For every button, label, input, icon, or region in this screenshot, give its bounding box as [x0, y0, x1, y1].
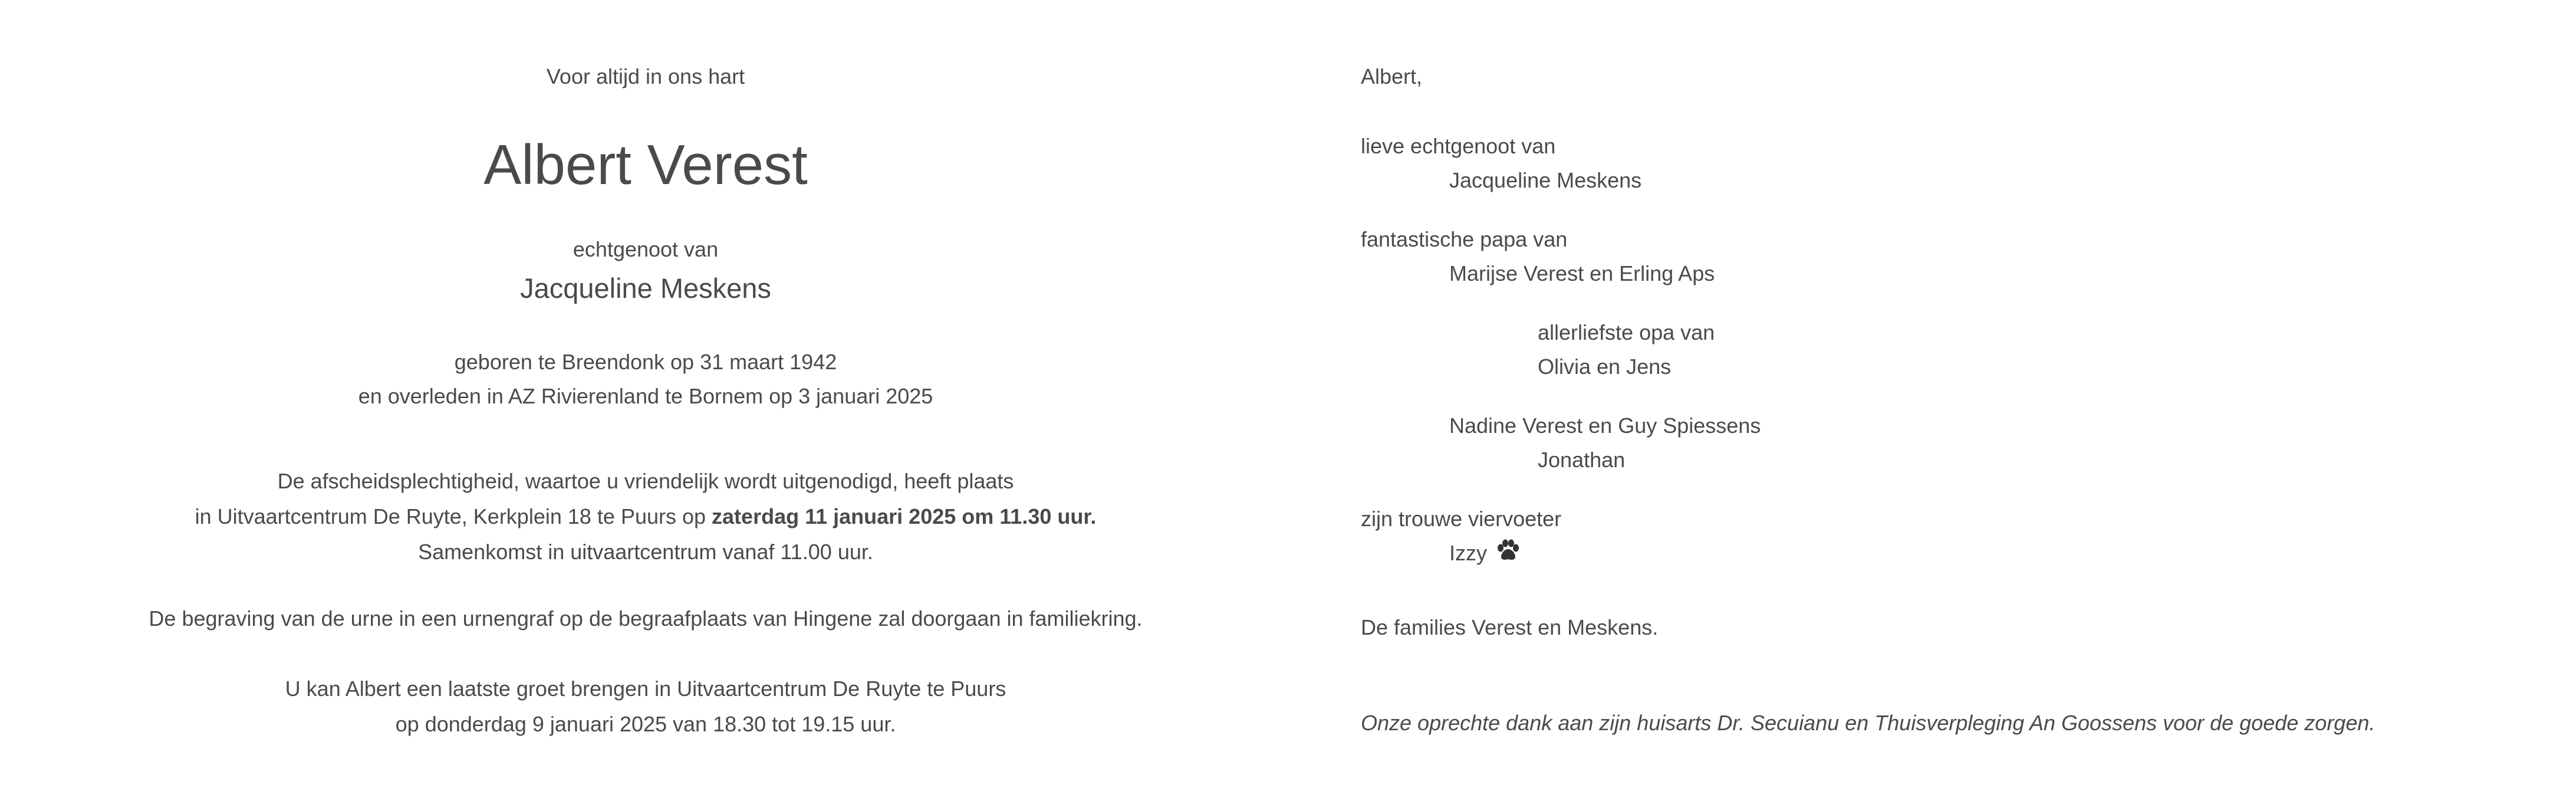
burial-line: De begraving van de urne in een urnengraf op de begraafplaats van Hingene zal doorgaan in familiekring. [149, 606, 1143, 631]
birth-line: geboren te Breendonk op 31 maart 1942 [454, 350, 837, 374]
ceremony-datetime: zaterdag 11 januari 2025 om 11.30 uur. [712, 504, 1097, 528]
motto: Voor altijd in ons hart [546, 64, 745, 88]
spouse-name: Jacqueline Meskens [520, 273, 771, 304]
families-line: De families Verest en Meskens. [1361, 615, 1659, 639]
children-2: Nadine Verest en Guy Spiessens [1449, 413, 1761, 438]
ceremony-line-2 [195, 505, 1097, 528]
papa-label: fantastische papa van [1361, 227, 1568, 251]
ceremony-line-3: Samenkomst in uitvaartcentrum vanaf 11.00 uur. [418, 540, 873, 564]
ceremony-line-1: De afscheidsplechtigheid, waartoe u vriendelijk wordt uitgenodigd, heeft plaats [277, 469, 1014, 493]
grandchildren-1: Olivia en Jens [1538, 354, 1672, 379]
deceased-name: Albert Verest [483, 133, 808, 196]
ceremony-location: in Uitvaartcentrum De Ruyte, Kerkplein 18 te Puurs op [195, 504, 712, 528]
pet-name: Izzy [1449, 541, 1488, 565]
children-1: Marijse Verest en Erling Aps [1449, 261, 1715, 285]
spouse-name-right: Jacqueline Meskens [1449, 168, 1642, 192]
grandchildren-2: Jonathan [1538, 448, 1626, 472]
opa-label: allerliefste opa van [1538, 320, 1715, 344]
pet-line [1449, 541, 1520, 566]
thanks-line: Onze oprechte dank aan zijn huisarts Dr. Secuianu en Thuisverpleging An Goossens voor de goede zorgen. [1361, 711, 2376, 735]
visit-line-2: op donderdag 9 januari 2025 van 18.30 tot 19.15 uur. [395, 712, 896, 736]
death-line: en overleden in AZ Rivierenland te Bornem op 3 januari 2025 [358, 384, 933, 408]
visit-line-1: U kan Albert een laatste groet brengen in Uitvaartcentrum De Ruyte te Puurs [285, 677, 1006, 701]
spouse-label: lieve echtgenoot van [1361, 134, 1556, 158]
paw-icon [1496, 539, 1520, 566]
salutation: Albert, [1361, 64, 1423, 88]
pet-label: zijn trouwe viervoeter [1361, 507, 1562, 531]
spouse-intro: echtgenoot van [573, 237, 719, 261]
